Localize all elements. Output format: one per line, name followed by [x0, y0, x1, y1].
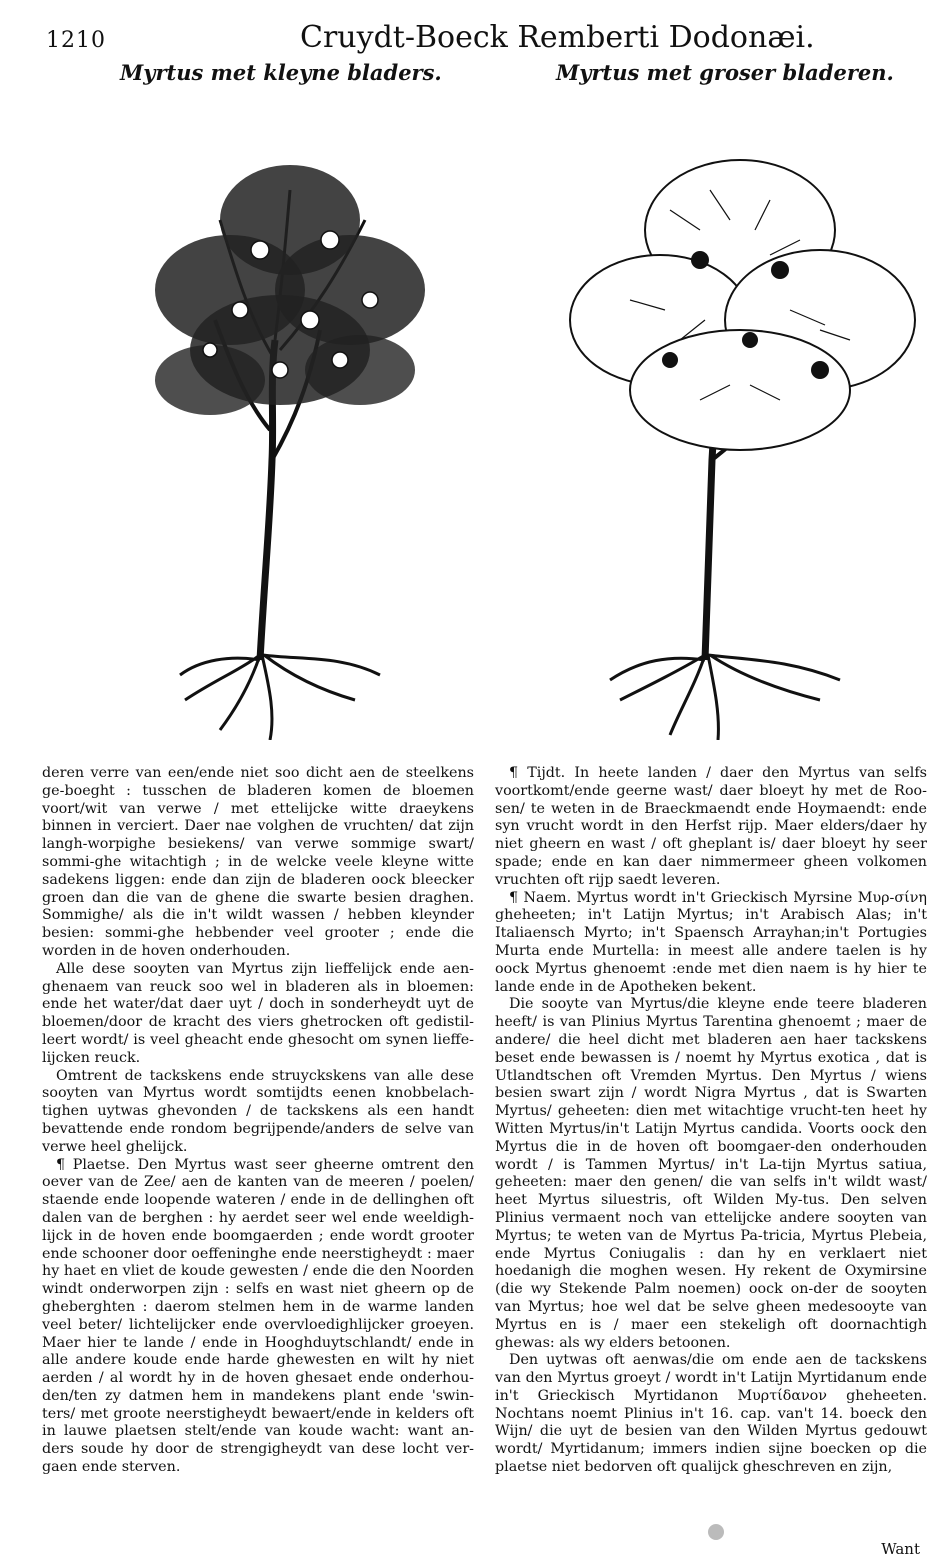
large-leaved-myrtle-illustration [550, 100, 940, 740]
paragraph: ¶ Naem. Myrtus wordt in't Grieckisch Myrsine Μυρ-σίνη gheheeten; in't Latijn Myrtus; in't Arabisch Alas; in't Italiaensch Myrto; in't Spaensch Arrayhan;in't Portugies Murta ende Murtella: in meest alle andere taelen is hy oock Myrtus ghenoemt :ende met dien naem is hy hier te lande ende in de Apotheken bekent. [495, 889, 927, 995]
paragraph: ¶ Plaetse. Den Myrtus wast seer gheerne omtrent den oever van de Zee/ aen de kanten van de meeren / poelen/ staende ende loopende wateren / ende in de dellinghen oft dalen van de berghen : hy aerdet seer wel ende weeldigh-lijck in de hoven ende boomgaerden ; ende wordt grooter ende schooner door oeffeninghe ende neerstigheydt : maer hy haet en vliet de koude gewesten / ende die den Noorden windt onderworpen zijn : selfs en wast niet gheern op de gheberghten : daerom stelmen hem in de warme landen veel beter/ lichtelijcker ende overvloedighlijcker groeyen. Maer hier te lande / ende in Hooghduytschlandt/ ende in alle andere koude ende harde ghewesten en wilt hy niet aerden / al wordt hy in de hoven ghesaet ende onderhou-den/ten zy datmen hem in mandekens plant ende 'swin-ters/ met groote neerstigheydt bewaert/ende in kelders oft in lauwe plaetsen stelt/ende van koude wacht: want an-ders soude hy door de strengigheydt van dese locht ver-gaen ende sterven. [42, 1156, 474, 1476]
paragraph: Den uytwas oft aenwas/die om ende aen de tackskens van den Myrtus groeyt / wordt in't Latijn Myrtidanum ende in't Grieckisch Myrtidanon Μυρτίδανον gheheeten. Nochtans noemt Plinius in't 16. cap. van't 14. boeck den Wijn/ die uyt de besien van den Wilden Myrtus gedouwt wordt/ Myrtidanum; immers indien sijne boecken op die plaetse niet bedorven oft qualijck gheschreven en zijn, [495, 1352, 927, 1476]
page-number: 1210 [46, 28, 106, 53]
scan-blemish [708, 1524, 724, 1540]
paragraph: Omtrent de tackskens ende struyckskens van alle dese sooyten van Myrtus wordt somtijdts eenen knobbelach-tighen uytwas ghevonden / de tackskens als een handt bevattende ende rondom begrijpende/anders de selve van verwe heel ghelijck. [42, 1067, 474, 1155]
left-figure-caption: Myrtus met kleyne bladers. [120, 60, 442, 85]
left-text-column [42, 765, 474, 1477]
paragraph: ¶ Tijdt. In heete landen / daer den Myrtus van selfs voortkomt/ende geerne wast/ daer bloeyt hy met de Roo-sen/ te weten in de Braeckmaendt ende Hoymaendt: ende syn vrucht wordt in den Herfst rijp. Maer elders/daer hy niet gheern en wast / oft gheplant is/ daer bloeyt hy seer spade; ende en kan daer nimmermeer gheen volkomen vruchten oft rijp saedt leveren. [495, 765, 927, 888]
paragraph: Alle dese sooyten van Myrtus zijn lieffelijck ende aen-ghenaem van reuck soo wel in bladeren als in bloemen: ende het water/dat daer uyt / doch in sonderheydt uyt de bloemen/door de kracht des viers ghetrocken oft gedistil-leert wordt/ is veel gheacht ende ghesocht om synen lieffe-lijcken reuck. [42, 960, 474, 1066]
paragraph: deren verre van een/ende niet soo dicht aen de steelkens ge-boeght : tusschen de bladeren komen de bloemen voort/wit van verwe / met ettelijcke witte draeykens binnen in verciert. Daer nae volghen de vruchten/ dat zijn langh-worpighe besiekens/ van verwe sommige swart/ sommi-ghe witachtigh ; in de welcke veele kleyne witte sadekens liggen: ende dan zijn de bladeren oock bleecker groen dan die van de ghene die swarte besien draghen. Sommighe/ als die in't wildt wassen / hebben kleynder besien: sommi-ghe hebbender veel grooter ; ende die worden in de hoven onderhouden. [42, 765, 474, 959]
running-title: Cruydt-Boeck Remberti Dodonæi. [300, 20, 815, 55]
right-figure-caption: Myrtus met groser bladeren. [556, 60, 894, 85]
page-header [0, 20, 950, 60]
catchword: Want [881, 1540, 920, 1558]
paragraph: Die sooyte van Myrtus/die kleyne ende teere bladeren heeft/ is van Plinius Myrtus Tarentina ghenoemt ; maer de andere/ die heel dicht met bladeren aen haer tackskens beset ende bewassen is / noemt hy Myrtus exotica , dat is Utlandtschen oft Vremden Myrtus. Den Myrtus / wiens besien swart zijn / wordt Nigra Myrtus , dat is Swarten Myrtus/ geheeten: dien met witachtige vrucht-ten heet hy Witten Myrtus/in't Latijn Myrtus candida. Voorts oock den Myrtus die in de hoven oft boomgaer-den onderhouden wordt / is Tammen Myrtus/ in't La-tijn Myrtus satiua, geheeten: maer den genen/ die van selfs in't wildt wast/ heet Myrtus siluestris, oft Wilden My-tus. Den selven Plinius vermaent noch van ettelijcke andere sooyten van Myrtus; te weten van de Myrtus Pa-tricia, Myrtus Plebeia, ende Myrtus Coniugalis : dan hy en verklaert niet hoedanigh die moghen wesen. Hy rekent de Oxymirsine (die wy Stekende Palm noemen) oock on-der de sooyten van Myrtus; hoe wel dat be selve gheen medesooyte van Myrtus en is / maer een stekeligh oft doornachtigh ghewas: als wy elders betoonen. [495, 996, 927, 1351]
small-leaved-myrtle-illustration [120, 100, 500, 740]
right-text-column [495, 765, 927, 1477]
